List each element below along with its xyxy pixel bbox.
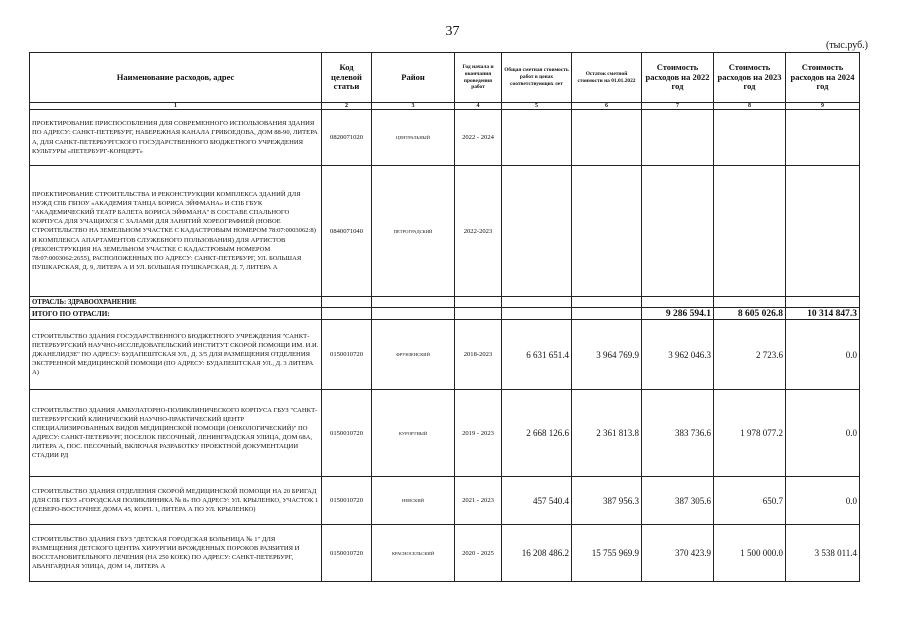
total-row xyxy=(30,308,860,320)
row-cost-2023 xyxy=(714,166,786,297)
table-row xyxy=(30,166,860,297)
row-estimate xyxy=(502,110,572,166)
row-remaining xyxy=(572,166,642,297)
row-district: ЦЕНТРАЛЬНЫЙ xyxy=(372,110,455,166)
row-years: 2018-2023 xyxy=(455,320,502,390)
row-district: ПЕТРОГРАДСКИЙ xyxy=(372,166,455,297)
row-code: 0150010720 xyxy=(322,390,372,477)
table-row xyxy=(30,390,860,477)
row-years: 2022 - 2024 xyxy=(455,110,502,166)
header-cost-2024: Стоимость расходов на 2024 год xyxy=(786,53,860,103)
header-district: Район xyxy=(372,53,455,103)
row-cost-2022: 387 305.6 xyxy=(642,477,714,525)
column-number: 8 xyxy=(714,103,786,110)
total-label: ИТОГО ПО ОТРАСЛИ: xyxy=(30,308,322,320)
row-cost-2022: 3 962 046.3 xyxy=(642,320,714,390)
total-cost-2022: 9 286 594.1 xyxy=(642,308,714,320)
row-cost-2022 xyxy=(642,166,714,297)
table-row xyxy=(30,320,860,390)
page-number: 37 xyxy=(445,24,460,39)
row-code: 0150010720 xyxy=(322,477,372,525)
expenses-table xyxy=(29,52,860,582)
header-code: Код целевой статьи xyxy=(322,53,372,103)
row-cost-2023: 1 500 000.0 xyxy=(714,525,786,582)
row-estimate: 457 540.4 xyxy=(502,477,572,525)
row-remaining: 2 361 813.8 xyxy=(572,390,642,477)
row-cost-2024: 0.0 xyxy=(786,477,860,525)
row-district: КРАСНОСЕЛЬСКИЙ xyxy=(372,525,455,582)
header-remaining: Остаток сметной стоимости на 01.01.2022 xyxy=(572,53,642,103)
row-cost-2024: 0.0 xyxy=(786,390,860,477)
row-code: 0840071040 xyxy=(322,166,372,297)
row-district: ФРУНЗЕНСКИЙ xyxy=(372,320,455,390)
row-cost-2023 xyxy=(714,110,786,166)
column-number: 5 xyxy=(502,103,572,110)
row-name: ПРОЕКТИРОВАНИЕ СТРОИТЕЛЬСТВА И РЕКОНСТРУКЦИИ КОМПЛЕКСА ЗДАНИЙ ДЛЯ НУЖД СПБ ГБПОУ «АКАДЕМИЯ ТАНЦА БОРИСА ЭЙФМАНА» И СПБ ГБУК "АКАДЕМИЧЕСКИЙ ТЕАТР БАЛЕТА БОРИСА ЭЙФМАНА" В СОСТАВЕ СПАЛЬНОГО КОРПУСА ДЛЯ УЧАЩИХСЯ С ЗАЛАМИ ДЛЯ ЗАНЯТИЙ ХОРЕОГРАФИЕЙ (НОВОЕ СТРОИТЕЛЬСТВО НА ЗЕМЕЛЬНОМ УЧАСТКЕ С КАДАСТРОВЫМ НОМЕРОМ 78:07:0003062:8) И КОМПЛЕКСА АПАРТАМЕНТОВ СЛУЖЕБНОГО ПОЛЬЗОВАНИЯ) ДЛЯ АРТИСТОВ (РЕКОНСТРУКЦИЯ НА ЗЕМЕЛЬНОМ УЧАСТКЕ С КАДАСТРОВЫМ НОМЕРОМ 78:07:0003062:2655), РАСПОЛОЖЕННЫХ ПО АДРЕСУ: САНКТ-ПЕТЕРБУРГ, УЛ. БОЛЬШАЯ ПУШКАРСКАЯ, Д. 9, ЛИТЕРА А И УЛ. БОЛЬШАЯ ПУШКАРСКАЯ, Д. 7, ЛИТЕРА А xyxy=(30,166,322,297)
header-estimate: Общая сметная стоимость работ в ценах соответствующих лет xyxy=(502,53,572,103)
column-number: 9 xyxy=(786,103,860,110)
row-code: 0150010720 xyxy=(322,320,372,390)
row-cost-2023: 650.7 xyxy=(714,477,786,525)
row-years: 2021 - 2023 xyxy=(455,477,502,525)
row-remaining: 387 956.3 xyxy=(572,477,642,525)
row-estimate: 16 208 486.2 xyxy=(502,525,572,582)
section-label: ОТРАСЛЬ: ЗДРАВООХРАНЕНИЕ xyxy=(30,297,322,308)
row-cost-2024: 3 538 011.4 xyxy=(786,525,860,582)
row-remaining: 3 964 769.9 xyxy=(572,320,642,390)
row-name: СТРОИТЕЛЬСТВО ЗДАНИЯ АМБУЛАТОРНО-ПОЛИКЛИНИЧЕСКОГО КОРПУСА ГБУЗ "САНКТ-ПЕТЕРБУРГСКИЙ КЛИНИЧЕСКИЙ НАУЧНО-ПРАКТИЧЕСКИЙ ЦЕНТР СПЕЦИАЛИЗИРОВАННЫХ ВИДОВ МЕДИЦИНСКОЙ ПОМОЩИ (ОНКОЛОГИЧЕСКИЙ)" ПО АДРЕСУ: САНКТ-ПЕТЕРБУРГ, ПОСЕЛОК ПЕСОЧНЫЙ, ЛЕНИНГРАДСКАЯ УЛИЦА, ДОМ 68А, ЛИТЕРА А, ПОС. ПЕСОЧНЫЙ, ВКЛЮЧАЯ РАЗРАБОТКУ ПРОЕКТНОЙ ДОКУМЕНТАЦИИ СТАДИИ РД xyxy=(30,390,322,477)
units-label: (тыс.руб.) xyxy=(825,40,868,51)
total-cost-2023: 8 605 026.8 xyxy=(714,308,786,320)
row-code: 0820071020 xyxy=(322,110,372,166)
row-cost-2022 xyxy=(642,110,714,166)
row-remaining: 15 755 969.9 xyxy=(572,525,642,582)
row-name: СТРОИТЕЛЬСТВО ЗДАНИЯ ГОСУДАРСТВЕННОГО БЮДЖЕТНОГО УЧРЕЖДЕНИЯ "САНКТ-ПЕТЕРБУРГСКИЙ НАУЧНО-ИССЛЕДОВАТЕЛЬСКИЙ ИНСТИТУТ СКОРОЙ ПОМОЩИ ИМ. И.И. ДЖАНЕЛИДЗЕ" ПО АДРЕСУ: БУДАПЕШТСКАЯ УЛ., Д. 3/5 ДЛЯ РАЗМЕЩЕНИЯ ОТДЕЛЕНИЯ ЭКСТРЕННОЙ МЕДИЦИНСКОЙ ПОМОЩИ (ПО АДРЕСУ: БУДАПЕШТСКАЯ УЛ., Д. 3 ЛИТЕРА А) xyxy=(30,320,322,390)
column-number: 4 xyxy=(455,103,502,110)
row-district: НЕВСКИЙ xyxy=(372,477,455,525)
row-cost-2023: 1 978 077.2 xyxy=(714,390,786,477)
row-district: КУРОРТНЫЙ xyxy=(372,390,455,477)
column-number-row xyxy=(30,103,860,110)
header-cost-2023: Стоимость расходов на 2023 год xyxy=(714,53,786,103)
row-cost-2022: 370 423.9 xyxy=(642,525,714,582)
row-cost-2024 xyxy=(786,110,860,166)
total-cost-2024: 10 314 847.3 xyxy=(786,308,860,320)
row-estimate: 6 631 651.4 xyxy=(502,320,572,390)
row-cost-2022: 383 736.6 xyxy=(642,390,714,477)
row-remaining xyxy=(572,110,642,166)
column-number: 2 xyxy=(322,103,372,110)
row-estimate: 2 668 126.6 xyxy=(502,390,572,477)
row-name: ПРОЕКТИРОВАНИЕ ПРИСПОСОБЛЕНИЯ ДЛЯ СОВРЕМЕННОГО ИСПОЛЬЗОВАНИЯ ЗДАНИЯ ПО АДРЕСУ: САНКТ-ПЕТЕРБУРГ, НАБЕРЕЖНАЯ КАНАЛА ГРИБОЕДОВА, ДОМ 88-90, ЛИТЕРА А, ДЛЯ САНКТ-ПЕТЕРБУРГСКОГО ГОСУДАРСТВЕННОГО БЮДЖЕТНОГО УЧРЕЖДЕНИЯ КУЛЬТУРЫ «ПЕТЕРБУРГ-КОНЦЕРТ» xyxy=(30,110,322,166)
row-code: 0150010720 xyxy=(322,525,372,582)
header-name: Наименование расходов, адрес xyxy=(30,53,322,103)
column-number: 1 xyxy=(30,103,322,110)
table-row xyxy=(30,525,860,582)
row-name: СТРОИТЕЛЬСТВО ЗДАНИЯ ГБУЗ "ДЕТСКАЯ ГОРОДСКАЯ БОЛЬНИЦА № 1" ДЛЯ РАЗМЕЩЕНИЯ ДЕТСКОГО ЦЕНТРА ХИРУРГИИ ВРОЖДЕННЫХ ПОРОКОВ РАЗВИТИЯ И ВОССТАНОВИТЕЛЬНОГО ЛЕЧЕНИЯ (НА 250 КОЕК) ПО АДРЕСУ: САНКТ-ПЕТЕРБУРГ, АВАНГАРДНАЯ УЛИЦА, ДОМ 14, ЛИТЕРА А xyxy=(30,525,322,582)
header-years: Год начала и окончания проведения работ xyxy=(455,53,502,103)
row-years: 2019 - 2023 xyxy=(455,390,502,477)
row-cost-2024 xyxy=(786,166,860,297)
column-number: 7 xyxy=(642,103,714,110)
header-cost-2022: Стоимость расходов на 2022 год xyxy=(642,53,714,103)
table-row xyxy=(30,477,860,525)
column-number: 3 xyxy=(372,103,455,110)
row-cost-2023: 2 723.6 xyxy=(714,320,786,390)
table-header-row xyxy=(30,53,860,103)
row-cost-2024: 0.0 xyxy=(786,320,860,390)
row-estimate xyxy=(502,166,572,297)
row-years: 2022-2023 xyxy=(455,166,502,297)
column-number: 6 xyxy=(572,103,642,110)
row-years: 2020 - 2025 xyxy=(455,525,502,582)
section-row xyxy=(30,297,860,308)
table-row xyxy=(30,110,860,166)
row-name: СТРОИТЕЛЬСТВО ЗДАНИЯ ОТДЕЛЕНИЯ СКОРОЙ МЕДИЦИНСКОЙ ПОМОЩИ НА 20 БРИГАД ДЛЯ СПБ ГБУЗ «ГОРОДСКАЯ ПОЛИКЛИНИКА № 8» ПО АДРЕСУ: УЛ. КРЫЛЕНКО, УЧАСТОК 1 (СЕВЕРО-ВОСТОЧНЕЕ ДОМА 45, КОРП. 1, ЛИТЕРА А ПО УЛ. КРЫЛЕНКО) xyxy=(30,477,322,525)
